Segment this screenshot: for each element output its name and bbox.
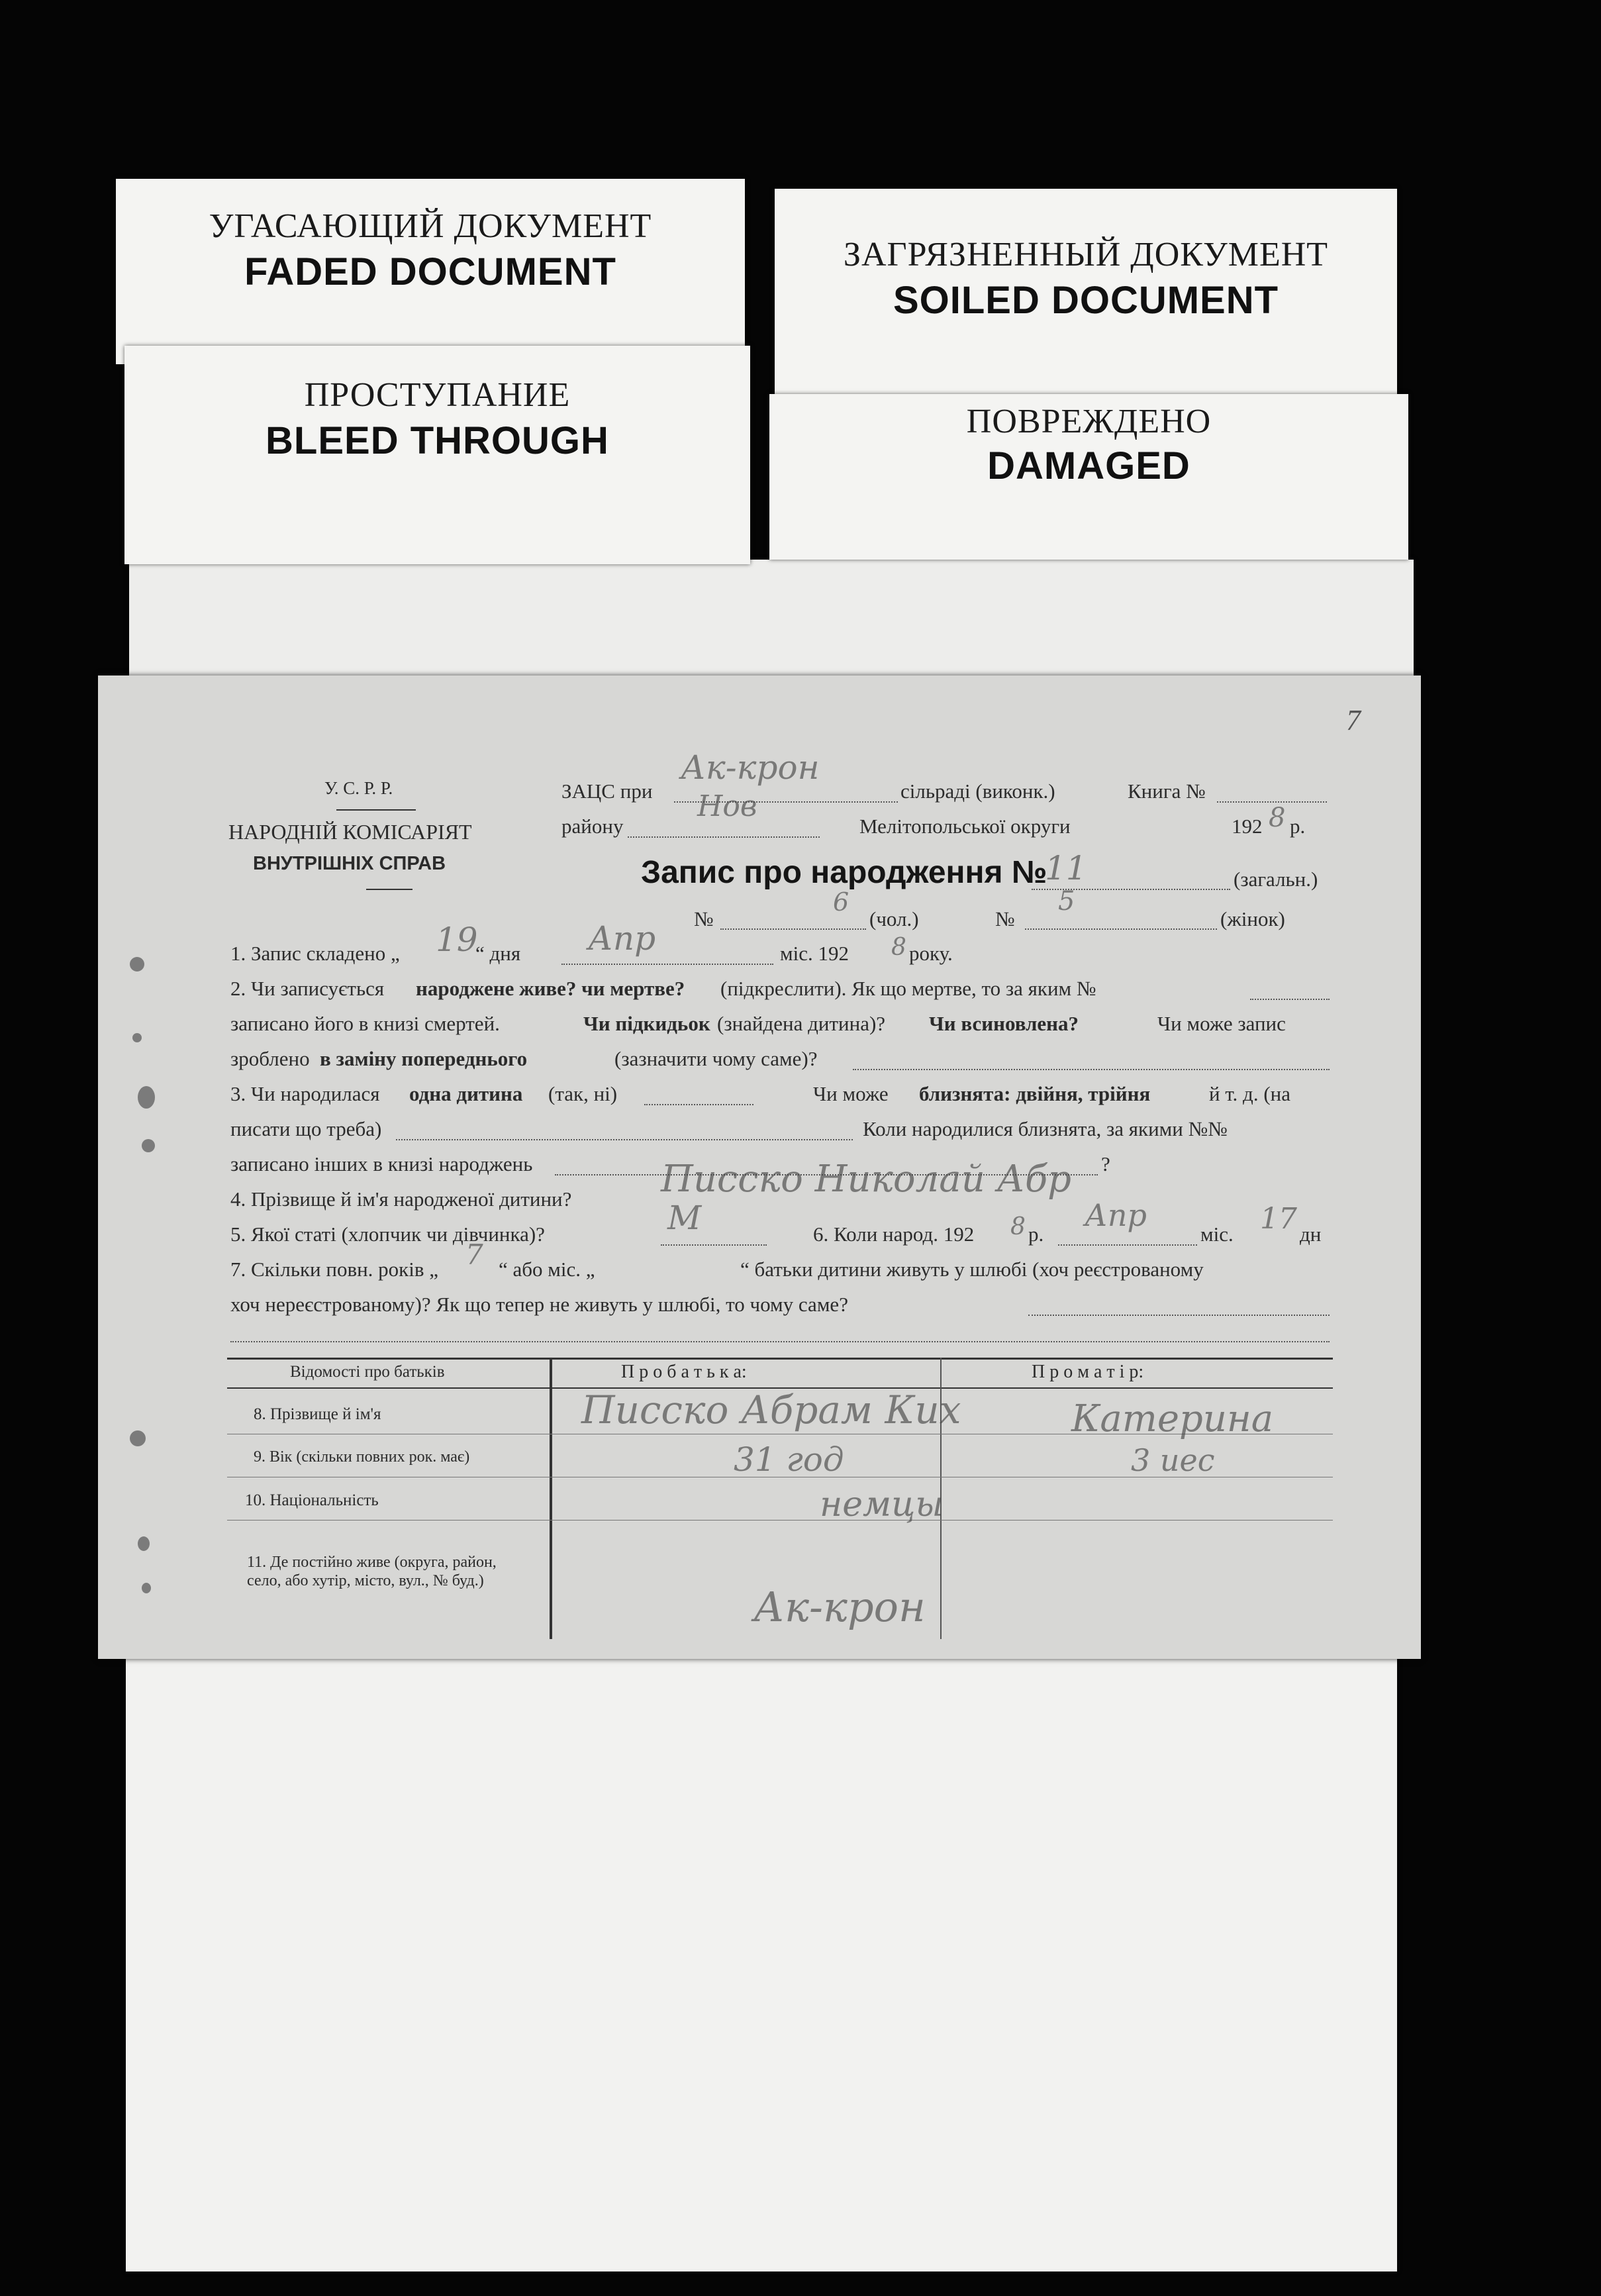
zags-handwriting: Ак-крон xyxy=(681,748,820,787)
nationality-handwriting: немцы xyxy=(820,1485,944,1524)
line-3-label: записано його в книзі смертей. xyxy=(230,1012,500,1035)
year-suffix: р. xyxy=(1290,815,1306,838)
table-col-parents: Відомості про батьків xyxy=(290,1363,445,1381)
record-month-handwriting: Апр xyxy=(588,919,656,958)
father-age-handwriting: 31 год xyxy=(734,1440,844,1479)
line-9-day: дн xyxy=(1300,1223,1322,1246)
line-3-rest: Чи може запис xyxy=(1157,1012,1286,1035)
birth-month-handwriting: Апр xyxy=(1085,1197,1147,1233)
table-top-rule xyxy=(227,1358,1333,1360)
damaged-card xyxy=(769,394,1408,560)
record-year-handwriting: 8 xyxy=(891,934,906,961)
bleed-through-card xyxy=(124,346,750,564)
line-5-yesno: (так, ні) xyxy=(548,1082,618,1105)
line-5-single: одна дитина xyxy=(409,1082,523,1105)
father-name-handwriting: Писско Абрам Ких xyxy=(581,1387,961,1432)
line-3-found: (знайдена дитина)? xyxy=(717,1012,886,1035)
male-number-handwriting: 6 xyxy=(833,887,849,917)
birth-day-handwriting: 17 xyxy=(1260,1202,1297,1236)
sex-field xyxy=(661,1244,767,1246)
bleed-ru-label: ПРОСТУПАНИЕ xyxy=(304,376,571,414)
marriage-reason-field-2 xyxy=(230,1341,1330,1342)
line-9-born: 6. Коли народ. 192 xyxy=(813,1223,975,1246)
line-7-q: ? xyxy=(1101,1152,1110,1175)
birth-year-handwriting: 8 xyxy=(1010,1213,1026,1240)
line-1-year: року. xyxy=(909,942,953,965)
female-number-handwriting: 5 xyxy=(1058,886,1075,917)
single-child-field xyxy=(644,1104,753,1105)
line-2-alive-dead: народжене живе? чи мертве? xyxy=(416,977,685,1000)
female-label: (жінок) xyxy=(1220,907,1285,930)
rural-label: сільраді (виконк.) xyxy=(900,779,1055,803)
row-9-label: 9. Вік (скільки повних рок. має) xyxy=(254,1448,470,1466)
line-7-label: записано інших в книзі народжень xyxy=(230,1152,533,1175)
line-1-month: міс. 192 xyxy=(780,942,849,965)
female-no-label: № xyxy=(995,907,1015,930)
punch-hole xyxy=(138,1536,150,1551)
line-4-label: зроблено xyxy=(230,1047,310,1070)
line-4-replacement: в заміну попереднього xyxy=(320,1047,528,1070)
row-11-label: 11. Де постійно живе (округа, район, село, або хутір, місто, вул., № буд.) xyxy=(247,1554,497,1589)
table-col-mother: П р о м а т і р: xyxy=(1032,1362,1144,1382)
female-number-field xyxy=(1025,928,1217,930)
punch-hole xyxy=(142,1583,151,1593)
residence-handwriting: Ак-крон xyxy=(753,1583,926,1631)
total-label: (загальн.) xyxy=(1234,868,1318,891)
birth-month-field xyxy=(1058,1244,1197,1246)
line-10-label: 7. Скільки повн. років „ xyxy=(230,1258,438,1281)
marriage-reason-field xyxy=(1028,1315,1330,1316)
line-4-rest: (зазначити чому саме)? xyxy=(614,1047,818,1070)
line-3-foundling: Чи підкидьок xyxy=(583,1012,710,1035)
marriage-years-handwriting: 7 xyxy=(465,1238,483,1271)
header-rule xyxy=(336,809,416,811)
line-8-label: 4. Прізвище й ім'я народженої дитини? xyxy=(230,1187,572,1211)
book-label: Книга № xyxy=(1128,779,1206,803)
child-sex-handwriting: М xyxy=(667,1199,702,1237)
line-9-month: міс. xyxy=(1200,1223,1234,1246)
form-title: Запис про народження № xyxy=(641,855,1047,890)
record-day-handwriting: 19 xyxy=(436,921,478,959)
replacement-field xyxy=(853,1069,1330,1070)
faded-ru-label: УГАСАЮЩИЙ ДОКУМЕНТ xyxy=(209,207,652,245)
internal-affairs-label: ВНУТРІШНІХ СПРАВ xyxy=(253,853,446,874)
table-col-father: П р о б а т ь к а: xyxy=(621,1362,747,1382)
header-rule xyxy=(366,889,412,890)
bleed-en-label: BLEED THROUGH xyxy=(266,419,609,462)
line-3-adopted: Чи всиновлена? xyxy=(929,1012,1079,1035)
damaged-en-label: DAMAGED xyxy=(987,444,1190,487)
punch-hole xyxy=(132,1033,142,1042)
page-number: 7 xyxy=(1346,704,1361,736)
okrug-label: Мелітопольської округи xyxy=(859,815,1071,838)
district-handwriting: Нов xyxy=(697,789,757,823)
district-label: району xyxy=(561,815,624,838)
row-8-label: 8. Прізвище й ім'я xyxy=(254,1405,381,1423)
birth-record-form xyxy=(98,675,1421,1659)
year-handwriting: 8 xyxy=(1269,803,1286,833)
soiled-en-label: SOILED DOCUMENT xyxy=(893,279,1279,322)
line-9-year: р. xyxy=(1028,1223,1044,1246)
line-5-label: 3. Чи народилася xyxy=(230,1082,380,1105)
line-11-label: хоч нереєстрованому)? Як що тепер не живуть у шлюбі, то чому саме? xyxy=(230,1293,848,1316)
punch-hole xyxy=(138,1086,155,1109)
line-10-rest: “ батьки дитини живуть у шлюбі (хоч реєстрованому xyxy=(740,1258,1204,1281)
mother-age-handwriting: 3 иес xyxy=(1131,1442,1215,1478)
soiled-document-card xyxy=(775,189,1397,401)
district-field xyxy=(628,836,820,838)
line-1-label: 1. Запис складено „ xyxy=(230,942,400,965)
ussr-label: У. С. Р. Р. xyxy=(324,778,393,798)
table-row-rule xyxy=(227,1520,1333,1521)
line-5-twins: близнята: двійня, трійня xyxy=(919,1082,1151,1105)
faded-document-card xyxy=(116,179,745,364)
line-10-months: “ або міс. „ xyxy=(499,1258,595,1281)
commissariat-label: НАРОДНІЙ КОМІСАРІЯТ xyxy=(228,820,472,844)
line-5-maybe: Чи може xyxy=(813,1082,889,1105)
child-name-handwriting: Писско Николай Абр xyxy=(661,1158,1071,1201)
line-2-rest: (підкреслити). Як що мертве, то за яким № xyxy=(720,977,1096,1000)
row-10-label: 10. Національність xyxy=(245,1491,379,1509)
faded-en-label: FADED DOCUMENT xyxy=(244,250,616,293)
punch-hole xyxy=(130,957,144,972)
punch-hole xyxy=(142,1139,155,1152)
line-6-label: писати що треба) xyxy=(230,1117,382,1140)
table-col-rule xyxy=(550,1358,552,1639)
mother-name-handwriting: Катерина xyxy=(1071,1397,1274,1440)
male-number-field xyxy=(720,928,866,930)
male-no-label: № xyxy=(694,907,714,930)
male-label: (чол.) xyxy=(869,907,919,930)
year-label: 192 xyxy=(1232,815,1263,838)
backing-sheet xyxy=(126,1603,1397,2271)
death-number-field xyxy=(1250,999,1330,1000)
record-month-field xyxy=(561,964,773,965)
line-9-label: 5. Якої статі (хлопчик чи дівчинка)? xyxy=(230,1223,545,1246)
total-number-handwriting: 11 xyxy=(1045,849,1087,887)
damaged-ru-label: ПОВРЕЖДЕНО xyxy=(966,403,1212,440)
zags-label: ЗАЦС при xyxy=(561,779,653,803)
punch-hole xyxy=(130,1430,146,1446)
line-5-rest: й т. д. (на xyxy=(1209,1082,1291,1105)
twins-field xyxy=(396,1139,853,1140)
soiled-ru-label: ЗАГРЯЗНЕННЫЙ ДОКУМЕНТ xyxy=(843,236,1329,274)
line-6-rest: Коли народилися близнята, за якими №№ xyxy=(863,1117,1228,1140)
line-2-label: 2. Чи записується xyxy=(230,977,385,1000)
line-1-day: “ дня xyxy=(475,942,521,965)
